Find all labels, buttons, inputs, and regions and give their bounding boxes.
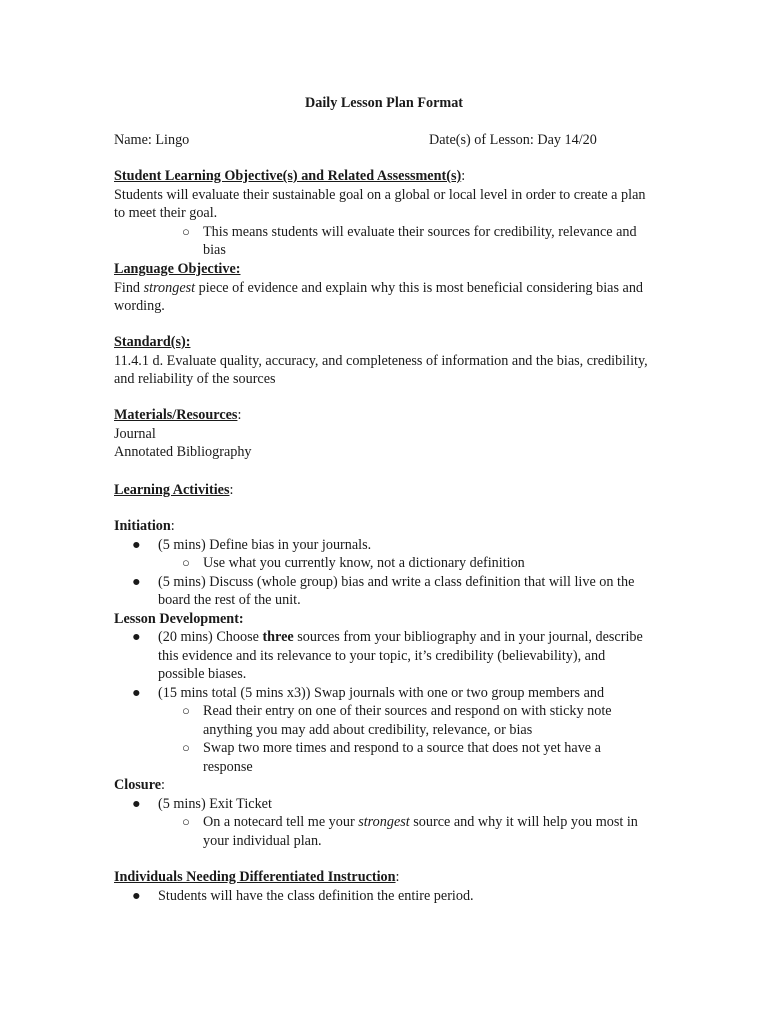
- filled-bullet-icon: ●: [132, 887, 141, 904]
- language-section: [114, 260, 654, 316]
- language-heading: Language Objective:: [114, 261, 241, 277]
- filled-bullet-icon: ●: [132, 573, 141, 590]
- differentiated-section: Individuals Needing Differentiated Instruction: ● Students will have the class definition the entire period.: [114, 868, 654, 905]
- closure-heading: Closure: [114, 777, 162, 793]
- filled-bullet-icon: ●: [132, 684, 141, 701]
- initiation-list: [114, 536, 654, 610]
- material-item: Journal: [114, 425, 156, 442]
- development-heading: Lesson Development:: [114, 610, 244, 627]
- hollow-bullet-icon: ○: [182, 814, 190, 829]
- material-item: Annotated Bibliography: [114, 444, 252, 460]
- slo-body: Students will evaluate their sustainable goal on a global or local level in order to create a plan to meet their goal.: [114, 186, 646, 221]
- materials-section: Materials/Resources: Journal Annotated Bibliography: [114, 406, 654, 462]
- hollow-bullet-icon: ○: [182, 223, 190, 239]
- hollow-bullet-icon: ○: [182, 703, 190, 718]
- learning-activities-section: Learning Activities:: [114, 482, 234, 498]
- language-body: Find strongest piece of evidence and explain why this is most beneficial considering bias and wording.: [114, 279, 644, 314]
- list-item: ○ Use what you currently know, not a dictionary definition: [182, 555, 525, 571]
- filled-bullet-icon: ●: [132, 536, 141, 553]
- lesson-date: Date(s) of Lesson: Day 14/20: [429, 132, 597, 148]
- hollow-bullet-icon: ○: [182, 740, 190, 755]
- differentiated-heading: Individuals Needing Differentiated Instruction: [114, 869, 396, 885]
- list-item: ○ On a notecard tell me your strongest source and why it will help you most in your individual plan.: [182, 814, 638, 849]
- list-item: ● Students will have the class definition the entire period.: [132, 887, 474, 904]
- activities-body: Initiation: ● (5 mins) Define bias in your journals. ○ Use what you currently know, not a dictionary definition ● (5 mins) Discuss (whole group) bias and write a class definition that will live on the board the rest of the unit. Lesson Development: ● (20 mins) Choose three sources from your bibliography and in your journal, describe this evidence and its relevance to your topic, it’s credibility (believability), and possible biases. ● (15 mins total (5 mins x3)) Swap journals with one or two group members and ○ Read their entry on one of their sources and respond on with sticky note anything you may add about credibility, relevance, or bias ○ Swap two more times and respond to a source that does not yet have a response Closure: ● (5 mins) Exit Ticket ○ On a notecard tell me your strongest source and why it will help you most in your individual plan.: [114, 517, 654, 850]
- standards-section: [114, 333, 654, 389]
- standards-body: 11.4.1 d. Evaluate quality, accuracy, and completeness of information and the bias, credibility, and reliability of the sources: [114, 352, 648, 387]
- list-item: ● (5 mins) Exit Ticket: [132, 795, 272, 812]
- teacher-name: Name: Lingo: [114, 132, 190, 148]
- initiation-heading: Initiation: [114, 518, 171, 534]
- standards-heading: Standard(s):: [114, 334, 191, 350]
- list-item: ● (15 mins total (5 mins x3)) Swap journals with one or two group members and: [132, 684, 605, 701]
- slo-section: Student Learning Objective(s) and Related Assessment(s): Students will evaluate their sustainable goal on a global or local level in order to create a plan to meet their goal. ○ This means students will evaluate their sources for credibility, relevance and bias: [114, 167, 654, 260]
- filled-bullet-icon: ●: [132, 629, 141, 645]
- learning-activities-heading: Learning Activities: [114, 482, 230, 498]
- list-item: ● (5 mins) Discuss (whole group) bias and write a class definition that will live on the board the rest of the unit.: [132, 573, 635, 608]
- slo-heading: Student Learning Objective(s) and Related Assessment(s): [114, 168, 462, 184]
- name-date-line: [114, 131, 654, 150]
- list-item: ○ Swap two more times and respond to a source that does not yet have a response: [182, 740, 601, 775]
- closure-list: [114, 795, 654, 851]
- development-list: [114, 628, 654, 776]
- list-item: ○ Read their entry on one of their sources and respond on with sticky note anything you may add about credibility, relevance, or bias: [182, 703, 612, 738]
- filled-bullet-icon: ●: [132, 795, 141, 812]
- hollow-bullet-icon: ○: [182, 555, 190, 570]
- list-item: ● (20 mins) Choose three sources from your bibliography and in your journal, describe this evidence and its relevance to your topic, it’s credibility (believability), and possible biases.: [132, 629, 643, 682]
- materials-heading: Materials/Resources: [114, 407, 238, 423]
- list-item: ○ This means students will evaluate their sources for credibility, relevance and bias: [182, 223, 637, 258]
- list-item: ● (5 mins) Define bias in your journals.: [132, 536, 372, 553]
- page-title: Daily Lesson Plan Format: [304, 95, 464, 111]
